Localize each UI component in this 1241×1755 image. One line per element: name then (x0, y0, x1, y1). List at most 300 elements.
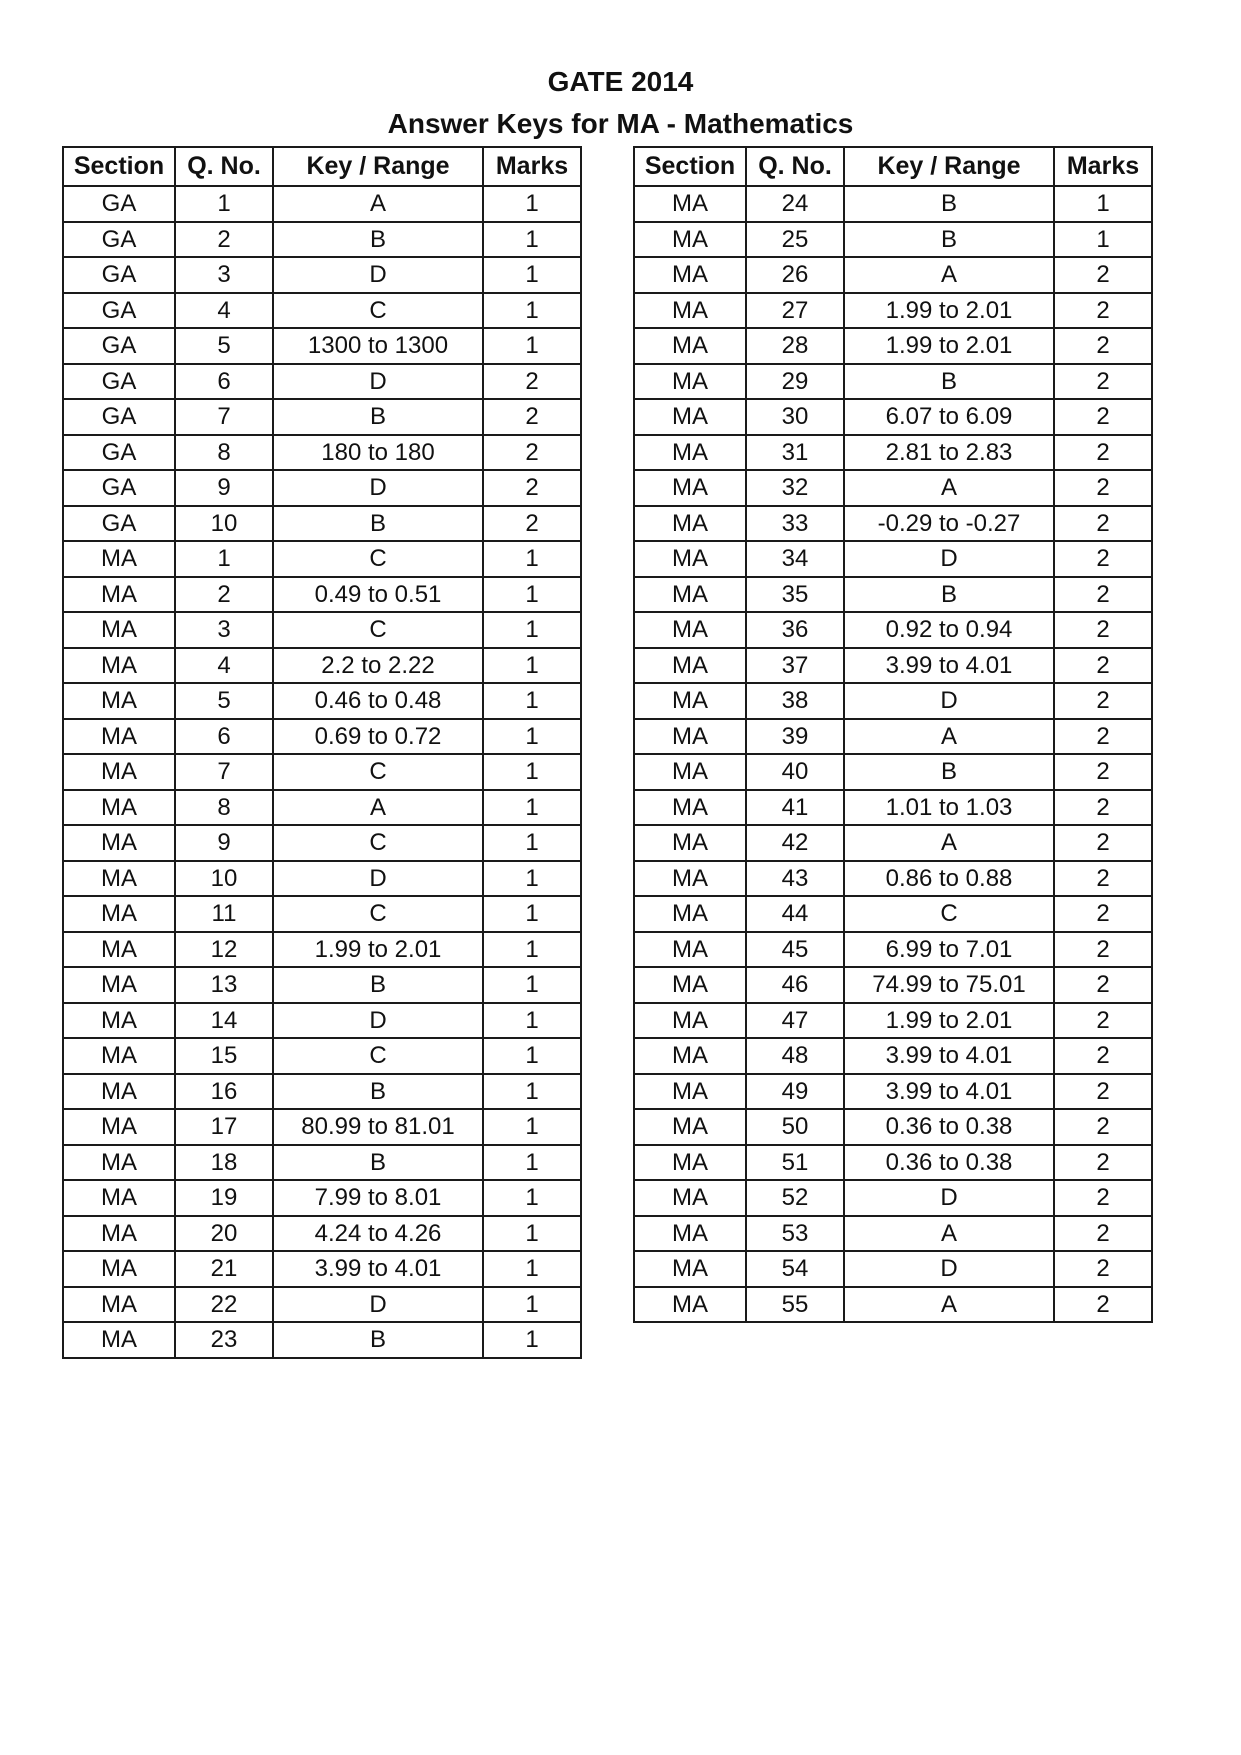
page-subtitle: Answer Keys for MA - Mathematics (387, 108, 854, 139)
marks-cell: 2 (1054, 470, 1152, 506)
marks-cell: 1 (483, 1038, 581, 1074)
question-number-cell: 4 (175, 293, 273, 329)
marks-cell: 2 (483, 470, 581, 506)
question-number-cell: 30 (746, 399, 844, 435)
question-number-cell: 8 (175, 790, 273, 826)
key-range-cell: 74.99 to 75.01 (844, 967, 1054, 1003)
question-number-cell: 12 (175, 932, 273, 968)
marks-cell: 2 (1054, 1216, 1152, 1252)
section-cell: MA (634, 577, 746, 613)
key-range-cell: B (844, 577, 1054, 613)
section-cell: MA (63, 577, 175, 613)
key-range-cell: C (273, 293, 483, 329)
table-row (634, 967, 1152, 1003)
section-cell: MA (63, 1180, 175, 1216)
table-row (634, 1251, 1152, 1287)
header-marks: Marks (483, 147, 581, 186)
table-row (634, 1145, 1152, 1181)
key-range-cell: 4.24 to 4.26 (273, 1216, 483, 1252)
marks-cell: 2 (1054, 435, 1152, 471)
table-row (634, 1216, 1152, 1252)
section-cell: MA (63, 1074, 175, 1110)
key-range-cell: 0.86 to 0.88 (844, 861, 1054, 897)
section-cell: MA (63, 1216, 175, 1252)
key-range-cell: B (273, 1322, 483, 1358)
table-row (63, 861, 581, 897)
key-range-cell: 0.36 to 0.38 (844, 1145, 1054, 1181)
question-number-cell: 55 (746, 1287, 844, 1323)
section-cell: MA (63, 825, 175, 861)
section-cell: MA (634, 790, 746, 826)
marks-cell: 1 (483, 1216, 581, 1252)
marks-cell: 1 (483, 612, 581, 648)
table-row (634, 186, 1152, 222)
table-row (634, 1287, 1152, 1323)
section-cell: MA (63, 861, 175, 897)
question-number-cell: 8 (175, 435, 273, 471)
question-number-cell: 2 (175, 222, 273, 258)
key-range-cell: B (273, 1074, 483, 1110)
key-range-cell: 0.49 to 0.51 (273, 577, 483, 613)
question-number-cell: 39 (746, 719, 844, 755)
section-cell: MA (63, 1109, 175, 1145)
key-range-cell: D (844, 541, 1054, 577)
section-cell: GA (63, 293, 175, 329)
marks-cell: 2 (1054, 790, 1152, 826)
key-range-cell: A (273, 186, 483, 222)
question-number-cell: 53 (746, 1216, 844, 1252)
section-cell: MA (634, 222, 746, 258)
key-range-cell: 3.99 to 4.01 (273, 1251, 483, 1287)
table-row (63, 257, 581, 293)
table-row (634, 754, 1152, 790)
question-number-cell: 31 (746, 435, 844, 471)
marks-cell: 2 (483, 399, 581, 435)
table-row (63, 364, 581, 400)
question-number-cell: 29 (746, 364, 844, 400)
marks-cell: 1 (483, 186, 581, 222)
section-cell: GA (63, 399, 175, 435)
question-number-cell: 13 (175, 967, 273, 1003)
section-cell: MA (634, 1109, 746, 1145)
page-title: GATE 2014 (547, 66, 694, 97)
marks-cell: 1 (483, 861, 581, 897)
section-cell: MA (63, 719, 175, 755)
header-key-range: Key / Range (844, 147, 1054, 186)
section-cell: MA (634, 1145, 746, 1181)
question-number-cell: 6 (175, 719, 273, 755)
table-row (63, 328, 581, 364)
question-number-cell: 18 (175, 1145, 273, 1181)
marks-cell: 2 (1054, 1251, 1152, 1287)
question-number-cell: 5 (175, 683, 273, 719)
key-range-cell: C (273, 612, 483, 648)
key-range-cell: 2.81 to 2.83 (844, 435, 1054, 471)
table-row (63, 399, 581, 435)
marks-cell: 1 (483, 790, 581, 826)
key-range-cell: 6.99 to 7.01 (844, 932, 1054, 968)
key-range-cell: D (844, 683, 1054, 719)
key-range-cell: -0.29 to -0.27 (844, 506, 1054, 542)
section-cell: MA (634, 328, 746, 364)
key-range-cell: D (273, 470, 483, 506)
key-range-cell: C (844, 896, 1054, 932)
key-range-cell: A (844, 470, 1054, 506)
marks-cell: 1 (483, 1145, 581, 1181)
section-cell: MA (63, 1287, 175, 1323)
section-cell: MA (634, 967, 746, 1003)
question-number-cell: 46 (746, 967, 844, 1003)
marks-cell: 2 (1054, 1109, 1152, 1145)
table-row (634, 470, 1152, 506)
question-number-cell: 49 (746, 1074, 844, 1110)
table-row (63, 186, 581, 222)
key-range-cell: D (273, 861, 483, 897)
section-cell: MA (63, 1322, 175, 1358)
marks-cell: 2 (1054, 541, 1152, 577)
key-range-cell: 0.36 to 0.38 (844, 1109, 1054, 1145)
key-range-cell: A (844, 257, 1054, 293)
question-number-cell: 3 (175, 612, 273, 648)
table-row (634, 861, 1152, 897)
section-cell: MA (634, 399, 746, 435)
table-row (634, 293, 1152, 329)
marks-cell: 1 (483, 1180, 581, 1216)
marks-cell: 2 (1054, 257, 1152, 293)
key-range-cell: B (844, 754, 1054, 790)
table-row (634, 683, 1152, 719)
marks-cell: 1 (483, 754, 581, 790)
marks-cell: 2 (1054, 399, 1152, 435)
marks-cell: 2 (1054, 293, 1152, 329)
key-range-cell: B (273, 399, 483, 435)
section-cell: GA (63, 435, 175, 471)
table-row (634, 328, 1152, 364)
marks-cell: 1 (483, 648, 581, 684)
key-range-cell: A (844, 825, 1054, 861)
question-number-cell: 5 (175, 328, 273, 364)
question-number-cell: 51 (746, 1145, 844, 1181)
marks-cell: 2 (1054, 1145, 1152, 1181)
table-row (63, 1322, 581, 1358)
marks-cell: 1 (1054, 186, 1152, 222)
section-cell: GA (63, 470, 175, 506)
question-number-cell: 43 (746, 861, 844, 897)
question-number-cell: 28 (746, 328, 844, 364)
section-cell: MA (634, 257, 746, 293)
section-cell: MA (63, 896, 175, 932)
table-row (63, 1038, 581, 1074)
table-row (63, 1216, 581, 1252)
question-number-cell: 50 (746, 1109, 844, 1145)
marks-cell: 1 (483, 1287, 581, 1323)
key-range-cell: C (273, 1038, 483, 1074)
question-number-cell: 36 (746, 612, 844, 648)
section-cell: MA (634, 861, 746, 897)
question-number-cell: 35 (746, 577, 844, 613)
answer-key-table-right (633, 146, 1153, 1323)
answer-key-table-left (62, 146, 582, 1359)
table-row (63, 825, 581, 861)
table-row (63, 790, 581, 826)
section-cell: MA (634, 1180, 746, 1216)
section-cell: MA (634, 1003, 746, 1039)
table-row (634, 506, 1152, 542)
question-number-cell: 6 (175, 364, 273, 400)
key-range-cell: 3.99 to 4.01 (844, 648, 1054, 684)
key-range-cell: 3.99 to 4.01 (844, 1038, 1054, 1074)
question-number-cell: 37 (746, 648, 844, 684)
marks-cell: 2 (1054, 648, 1152, 684)
key-range-cell: 1.01 to 1.03 (844, 790, 1054, 826)
table-row (634, 364, 1152, 400)
section-cell: GA (63, 257, 175, 293)
marks-cell: 1 (483, 328, 581, 364)
key-range-cell: B (273, 967, 483, 1003)
section-cell: MA (634, 541, 746, 577)
question-number-cell: 34 (746, 541, 844, 577)
marks-cell: 2 (1054, 896, 1152, 932)
table-row (634, 1003, 1152, 1039)
question-number-cell: 23 (175, 1322, 273, 1358)
question-number-cell: 2 (175, 577, 273, 613)
marks-cell: 2 (1054, 1003, 1152, 1039)
marks-cell: 1 (483, 541, 581, 577)
table-row (63, 293, 581, 329)
section-cell: MA (63, 790, 175, 826)
marks-cell: 2 (483, 364, 581, 400)
table-row (634, 896, 1152, 932)
section-cell: MA (63, 932, 175, 968)
marks-cell: 1 (483, 896, 581, 932)
table-row (63, 1287, 581, 1323)
key-range-cell: B (273, 1145, 483, 1181)
table-row (634, 257, 1152, 293)
key-range-cell: B (273, 222, 483, 258)
key-range-cell: B (844, 364, 1054, 400)
key-range-cell: 1.99 to 2.01 (844, 293, 1054, 329)
table-row (634, 541, 1152, 577)
key-range-cell: 80.99 to 81.01 (273, 1109, 483, 1145)
table-header-row (63, 147, 581, 186)
table-row (634, 825, 1152, 861)
section-cell: MA (634, 896, 746, 932)
section-cell: MA (634, 683, 746, 719)
table-row (63, 967, 581, 1003)
marks-cell: 2 (1054, 683, 1152, 719)
section-cell: MA (63, 1038, 175, 1074)
key-range-cell: 0.92 to 0.94 (844, 612, 1054, 648)
key-range-cell: C (273, 896, 483, 932)
question-number-cell: 15 (175, 1038, 273, 1074)
marks-cell: 1 (483, 1251, 581, 1287)
key-range-cell: D (273, 1003, 483, 1039)
key-range-cell: D (273, 364, 483, 400)
key-range-cell: 0.69 to 0.72 (273, 719, 483, 755)
key-range-cell: B (273, 506, 483, 542)
question-number-cell: 54 (746, 1251, 844, 1287)
marks-cell: 1 (483, 577, 581, 613)
table-row (63, 1109, 581, 1145)
section-cell: MA (634, 470, 746, 506)
section-cell: MA (634, 1074, 746, 1110)
question-number-cell: 24 (746, 186, 844, 222)
question-number-cell: 40 (746, 754, 844, 790)
table-row (63, 612, 581, 648)
question-number-cell: 27 (746, 293, 844, 329)
table-row (63, 1003, 581, 1039)
key-range-cell: C (273, 541, 483, 577)
key-range-cell: C (273, 825, 483, 861)
section-cell: MA (634, 825, 746, 861)
table-row (63, 896, 581, 932)
question-number-cell: 22 (175, 1287, 273, 1323)
section-cell: MA (63, 612, 175, 648)
table-row (634, 1074, 1152, 1110)
marks-cell: 2 (1054, 364, 1152, 400)
header-question-number: Q. No. (746, 147, 844, 186)
question-number-cell: 1 (175, 541, 273, 577)
section-cell: MA (63, 541, 175, 577)
section-cell: MA (634, 932, 746, 968)
header-marks: Marks (1054, 147, 1152, 186)
section-cell: MA (63, 967, 175, 1003)
marks-cell: 1 (483, 683, 581, 719)
key-range-cell: C (273, 754, 483, 790)
key-range-cell: 6.07 to 6.09 (844, 399, 1054, 435)
question-number-cell: 47 (746, 1003, 844, 1039)
key-range-cell: D (844, 1251, 1054, 1287)
question-number-cell: 17 (175, 1109, 273, 1145)
key-range-cell: D (844, 1180, 1054, 1216)
marks-cell: 2 (1054, 577, 1152, 613)
table-row (634, 435, 1152, 471)
section-cell: MA (634, 754, 746, 790)
table-row (63, 1251, 581, 1287)
table-row (63, 470, 581, 506)
question-number-cell: 10 (175, 506, 273, 542)
marks-cell: 1 (483, 932, 581, 968)
question-number-cell: 7 (175, 754, 273, 790)
section-cell: MA (63, 754, 175, 790)
question-number-cell: 52 (746, 1180, 844, 1216)
section-cell: MA (634, 186, 746, 222)
question-number-cell: 45 (746, 932, 844, 968)
table-row (634, 1038, 1152, 1074)
section-cell: MA (634, 435, 746, 471)
marks-cell: 2 (1054, 861, 1152, 897)
marks-cell: 2 (1054, 932, 1152, 968)
marks-cell: 2 (1054, 1038, 1152, 1074)
marks-cell: 2 (1054, 1074, 1152, 1110)
section-cell: MA (63, 683, 175, 719)
section-cell: MA (634, 648, 746, 684)
table-row (634, 1180, 1152, 1216)
table-row (63, 932, 581, 968)
marks-cell: 1 (483, 825, 581, 861)
table-row (634, 577, 1152, 613)
question-number-cell: 25 (746, 222, 844, 258)
section-cell: GA (63, 222, 175, 258)
key-range-cell: A (273, 790, 483, 826)
key-range-cell: A (844, 1216, 1054, 1252)
question-number-cell: 32 (746, 470, 844, 506)
key-range-cell: 3.99 to 4.01 (844, 1074, 1054, 1110)
key-range-cell: 1300 to 1300 (273, 328, 483, 364)
question-number-cell: 1 (175, 186, 273, 222)
table-row (63, 435, 581, 471)
key-range-cell: 1.99 to 2.01 (844, 1003, 1054, 1039)
key-range-cell: B (844, 222, 1054, 258)
marks-cell: 2 (1054, 825, 1152, 861)
marks-cell: 2 (1054, 1287, 1152, 1323)
key-range-cell: D (273, 1287, 483, 1323)
marks-cell: 2 (1054, 719, 1152, 755)
table-row (634, 612, 1152, 648)
question-number-cell: 44 (746, 896, 844, 932)
marks-cell: 2 (483, 435, 581, 471)
marks-cell: 2 (1054, 754, 1152, 790)
table-row (63, 506, 581, 542)
question-number-cell: 48 (746, 1038, 844, 1074)
marks-cell: 2 (1054, 328, 1152, 364)
table-row (63, 1145, 581, 1181)
section-cell: GA (63, 506, 175, 542)
question-number-cell: 41 (746, 790, 844, 826)
table-row (634, 648, 1152, 684)
question-number-cell: 7 (175, 399, 273, 435)
key-range-cell: A (844, 719, 1054, 755)
table-row (634, 932, 1152, 968)
marks-cell: 1 (483, 1074, 581, 1110)
section-cell: MA (634, 1038, 746, 1074)
marks-cell: 1 (483, 967, 581, 1003)
table-header-row (634, 147, 1152, 186)
header-question-number: Q. No. (175, 147, 273, 186)
section-cell: MA (63, 1251, 175, 1287)
question-number-cell: 11 (175, 896, 273, 932)
table-row (63, 1074, 581, 1110)
question-number-cell: 16 (175, 1074, 273, 1110)
question-number-cell: 21 (175, 1251, 273, 1287)
table-row (63, 648, 581, 684)
question-number-cell: 14 (175, 1003, 273, 1039)
section-cell: GA (63, 186, 175, 222)
marks-cell: 2 (1054, 967, 1152, 1003)
question-number-cell: 20 (175, 1216, 273, 1252)
key-range-cell: 180 to 180 (273, 435, 483, 471)
marks-cell: 2 (1054, 1180, 1152, 1216)
question-number-cell: 9 (175, 825, 273, 861)
question-number-cell: 10 (175, 861, 273, 897)
section-cell: MA (634, 1216, 746, 1252)
table-row (63, 1180, 581, 1216)
question-number-cell: 9 (175, 470, 273, 506)
marks-cell: 1 (483, 257, 581, 293)
marks-cell: 1 (483, 719, 581, 755)
marks-cell: 1 (483, 222, 581, 258)
table-row (63, 577, 581, 613)
section-cell: MA (634, 1287, 746, 1323)
header-key-range: Key / Range (273, 147, 483, 186)
marks-cell: 1 (483, 1003, 581, 1039)
question-number-cell: 33 (746, 506, 844, 542)
section-cell: MA (63, 648, 175, 684)
section-cell: MA (634, 1251, 746, 1287)
section-cell: GA (63, 364, 175, 400)
key-range-cell: 1.99 to 2.01 (273, 932, 483, 968)
table-row (63, 222, 581, 258)
